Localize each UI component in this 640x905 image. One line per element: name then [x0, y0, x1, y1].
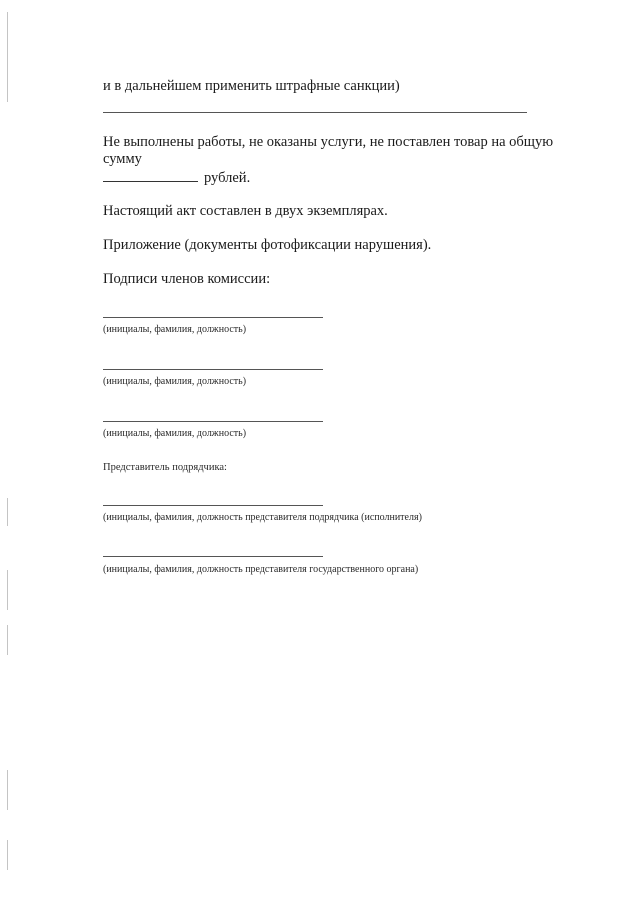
continuation-text: и в дальнейшем применить штрафные санкции) — [103, 78, 400, 94]
currency-label: рублей. — [204, 170, 251, 186]
signature-line — [103, 421, 323, 422]
amount-blank — [103, 168, 198, 182]
contractor-heading: Представитель подрядчика: — [103, 462, 227, 473]
fill-in-line — [103, 112, 527, 113]
signature-line — [103, 369, 323, 370]
attachment-text: Приложение (документы фотофиксации нарушения). — [103, 237, 432, 253]
contractor-caption: (инициалы, фамилия, должность представителя подрядчика (исполнителя) — [103, 512, 422, 523]
unfulfilled-amount-text-cont: сумму — [103, 151, 142, 167]
signature-caption: (инициалы, фамилия, должность) — [103, 428, 247, 439]
scan-artifact — [7, 570, 8, 610]
government-caption: (инициалы, фамилия, должность представителя государственного органа) — [103, 564, 419, 575]
unfulfilled-amount-text: Не выполнены работы, не оказаны услуги, не поставлен товар на общую — [103, 134, 554, 150]
signatures-heading: Подписи членов комиссии: — [103, 271, 271, 287]
scan-artifact — [7, 498, 8, 526]
scan-artifact — [7, 625, 8, 655]
signature-line — [103, 556, 323, 557]
signature-line — [103, 317, 323, 318]
amount-line — [103, 168, 250, 187]
scan-artifact — [7, 770, 8, 810]
scan-artifact — [7, 840, 8, 870]
copies-statement: Настоящий акт составлен в двух экземплярах. — [103, 203, 388, 219]
signature-caption: (инициалы, фамилия, должность) — [103, 324, 247, 335]
scan-artifact — [7, 12, 8, 102]
signature-caption: (инициалы, фамилия, должность) — [103, 376, 247, 387]
signature-line — [103, 505, 323, 506]
